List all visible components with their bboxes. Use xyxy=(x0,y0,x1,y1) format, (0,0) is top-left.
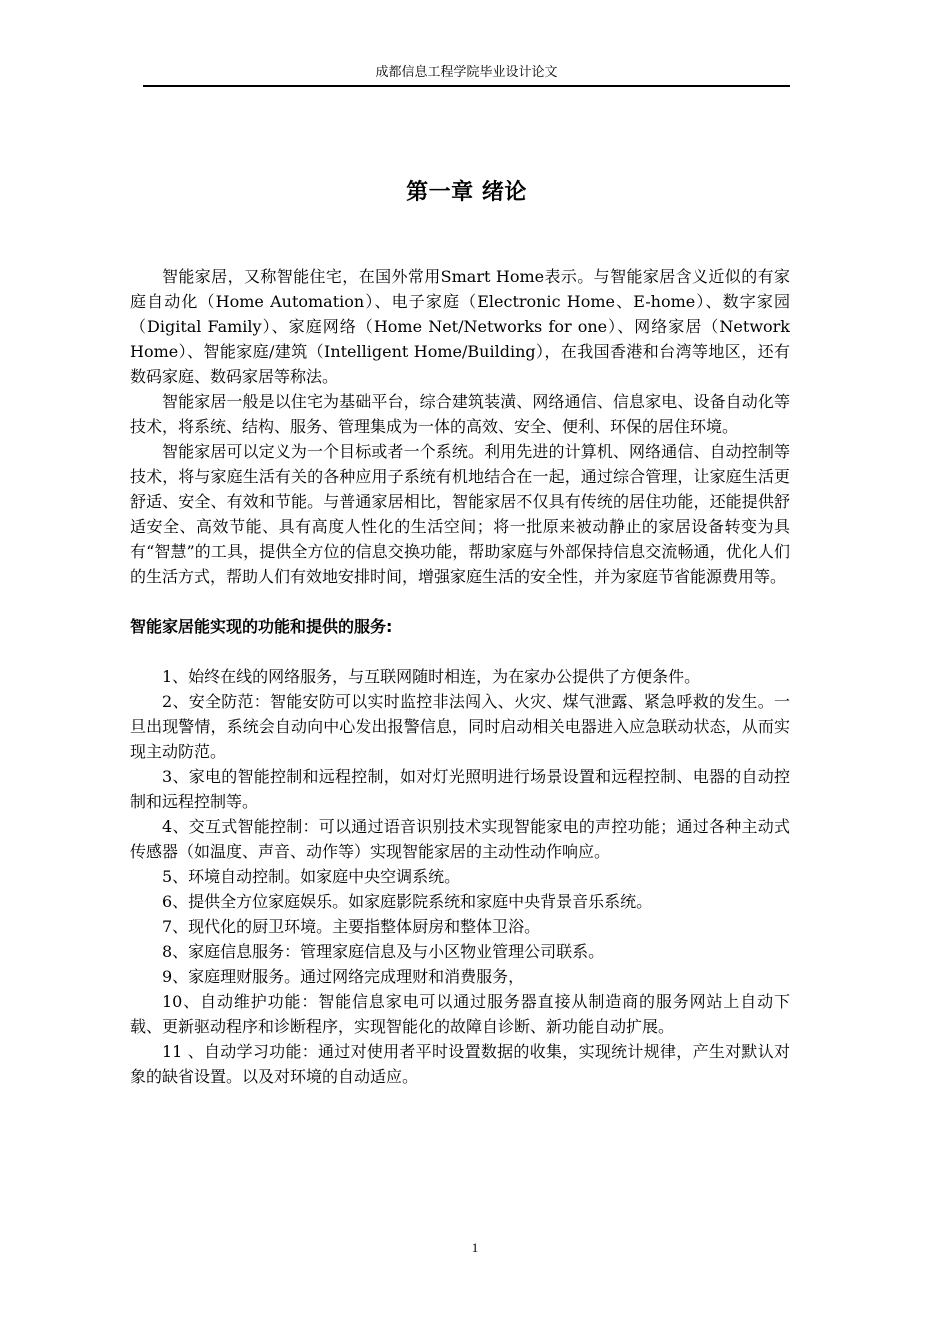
header-rule xyxy=(143,85,790,87)
feature-item: 7、现代化的厨卫环境。主要指整体厨房和整体卫浴。 xyxy=(162,917,541,936)
intro-paragraph: 智能家居一般是以住宅为基础平台，综合建筑装潢、网络通信、信息家电、设备自动化等技术，将系统、结构、服务、管理集成为一体的高效、安全、便利、环保的居住环境。 xyxy=(130,392,790,436)
page-number: 1 xyxy=(471,1240,479,1255)
feature-item: 10、自动维护功能：智能信息家电可以通过服务器直接从制造商的服务网站上自动下载、更新驱动程序和诊断程序，实现智能化的故障自诊断、新功能自动扩展。 xyxy=(130,992,790,1036)
intro-paragraph: 智能家居可以定义为一个目标或者一个系统。利用先进的计算机、网络通信、自动控制等技术，将与家庭生活有关的各种应用子系统有机地结合在一起，通过综合管理，让家庭生活更舒适、安全、有效和节能。与普通家居相比，智能家居不仅具有传统的居住功能，还能提供舒适安全、高效节能、具有高度人性化的生活空间；将一批原来被动静止的家居设备转变为具有“智慧”的工具，提供全方位的信息交换功能，帮助家庭与外部保持信息交流畅通，优化人们的生活方式，帮助人们有效地安排时间，增强家庭生活的安全性，并为家庭节省能源费用等。 xyxy=(130,442,790,586)
feature-item: 4、交互式智能控制：可以通过语音识别技术实现智能家电的声控功能；通过各种主动式传感器（如温度、声音、动作等）实现智能家居的主动性动作响应。 xyxy=(130,817,790,861)
feature-item: 2、安全防范：智能安防可以实时监控非法闯入、火灾、煤气泄露、紧急呼救的发生。一旦出现警情，系统会自动向中心发出报警信息，同时启动相关电器进入应急联动状态，从而实现主动防范。 xyxy=(130,692,790,761)
intro-paragraph: 智能家居，又称智能住宅，在国外常用Smart Home表示。与智能家居含义近似的有家庭自动化（Home Automation）、电子家庭（Electronic Home、E-home）、数字家园（Digital Family）、家庭网络（Home Net/Networks for one）、网络家居（Network Home）、智能家庭/建筑（Intelligent Home/Building），在我国香港和台湾等地区，还有数码家庭、数码家居等称法。 xyxy=(130,267,790,386)
chapter-title: 第一章 绪论 xyxy=(406,180,527,205)
feature-item: 6、提供全方位家庭娱乐。如家庭影院系统和家庭中央背景音乐系统。 xyxy=(162,892,653,911)
feature-item: 9、家庭理财服务。通过网络完成理财和消费服务， xyxy=(162,967,525,986)
feature-item: 3、家电的智能控制和远程控制，如对灯光照明进行场景设置和远程控制、电器的自动控制和远程控制等。 xyxy=(130,767,790,811)
feature-item: 11 、自动学习功能：通过对使用者平时设置数据的收集，实现统计规律，产生对默认对象的缺省设置。以及对环境的自动适应。 xyxy=(130,1042,790,1086)
feature-item: 8、家庭信息服务：管理家庭信息及与小区物业管理公司联系。 xyxy=(162,942,605,961)
feature-item: 1、始终在线的网络服务，与互联网随时相连，为在家办公提供了方便条件。 xyxy=(162,667,701,686)
running-header: 成都信息工程学院毕业设计论文 xyxy=(375,64,558,79)
body-text xyxy=(130,264,790,1089)
feature-item: 5、环境自动控制。如家庭中央空调系统。 xyxy=(162,867,461,886)
section-heading: 智能家居能实现的功能和提供的服务: xyxy=(130,617,393,636)
